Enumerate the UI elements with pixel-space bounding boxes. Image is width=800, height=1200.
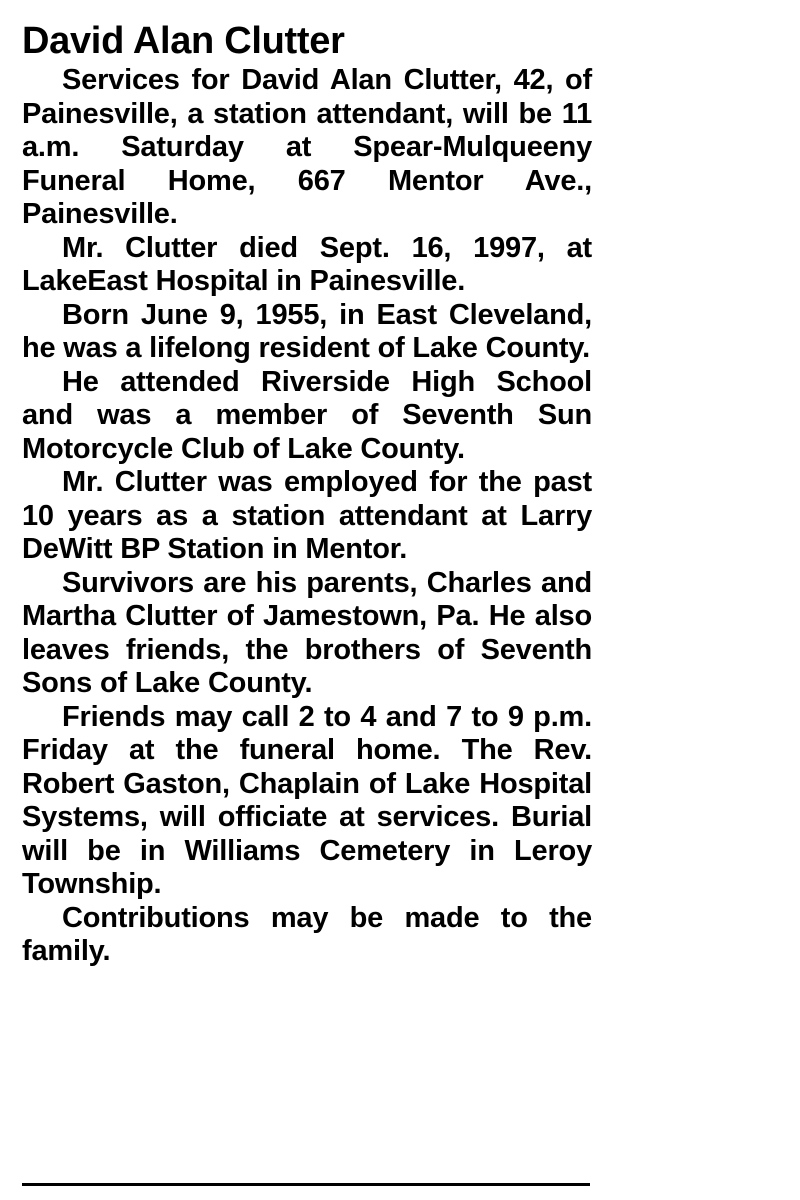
paragraph-survivors: Survivors are his parents, Charles and Martha Clutter of Jamestown, Pa. He also leaves friends, the brothers of Seventh Sons of Lake County. <box>22 566 592 699</box>
obituary-clipping <box>22 18 592 969</box>
paragraph-birth: Born June 9, 1955, in East Cleveland, he was a lifelong resident of Lake County. <box>22 298 592 364</box>
paragraph-death: Mr. Clutter died Sept. 16, 1997, at LakeEast Hospital in Painesville. <box>22 231 592 297</box>
paragraph-education: He attended Riverside High School and was a member of Seventh Sun Motorcycle Club of Lake County. <box>22 365 592 465</box>
paragraph-visitation: Friends may call 2 to 4 and 7 to 9 p.m. Friday at the funeral home. The Rev. Robert Gaston, Chaplain of Lake Hospital Systems, will officiate at services. Burial will be in Williams Cemetery in Leroy Township. <box>22 700 592 900</box>
paragraph-employment: Mr. Clutter was employed for the past 10 years as a station attendant at Larry DeWitt BP Station in Mentor. <box>22 466 592 565</box>
paragraph-contributions: Contributions may be made to the family. <box>22 901 592 967</box>
paragraph-services: Services for David Alan Clutter, 42, of Painesville, a station attendant, will be 11 a.m. Saturday at Spear-Mulqueeny Funeral Home, 667 Mentor Ave., Painesville. <box>22 64 592 230</box>
bottom-rule <box>22 1183 590 1186</box>
obituary-headline: David Alan Clutter <box>22 20 345 62</box>
